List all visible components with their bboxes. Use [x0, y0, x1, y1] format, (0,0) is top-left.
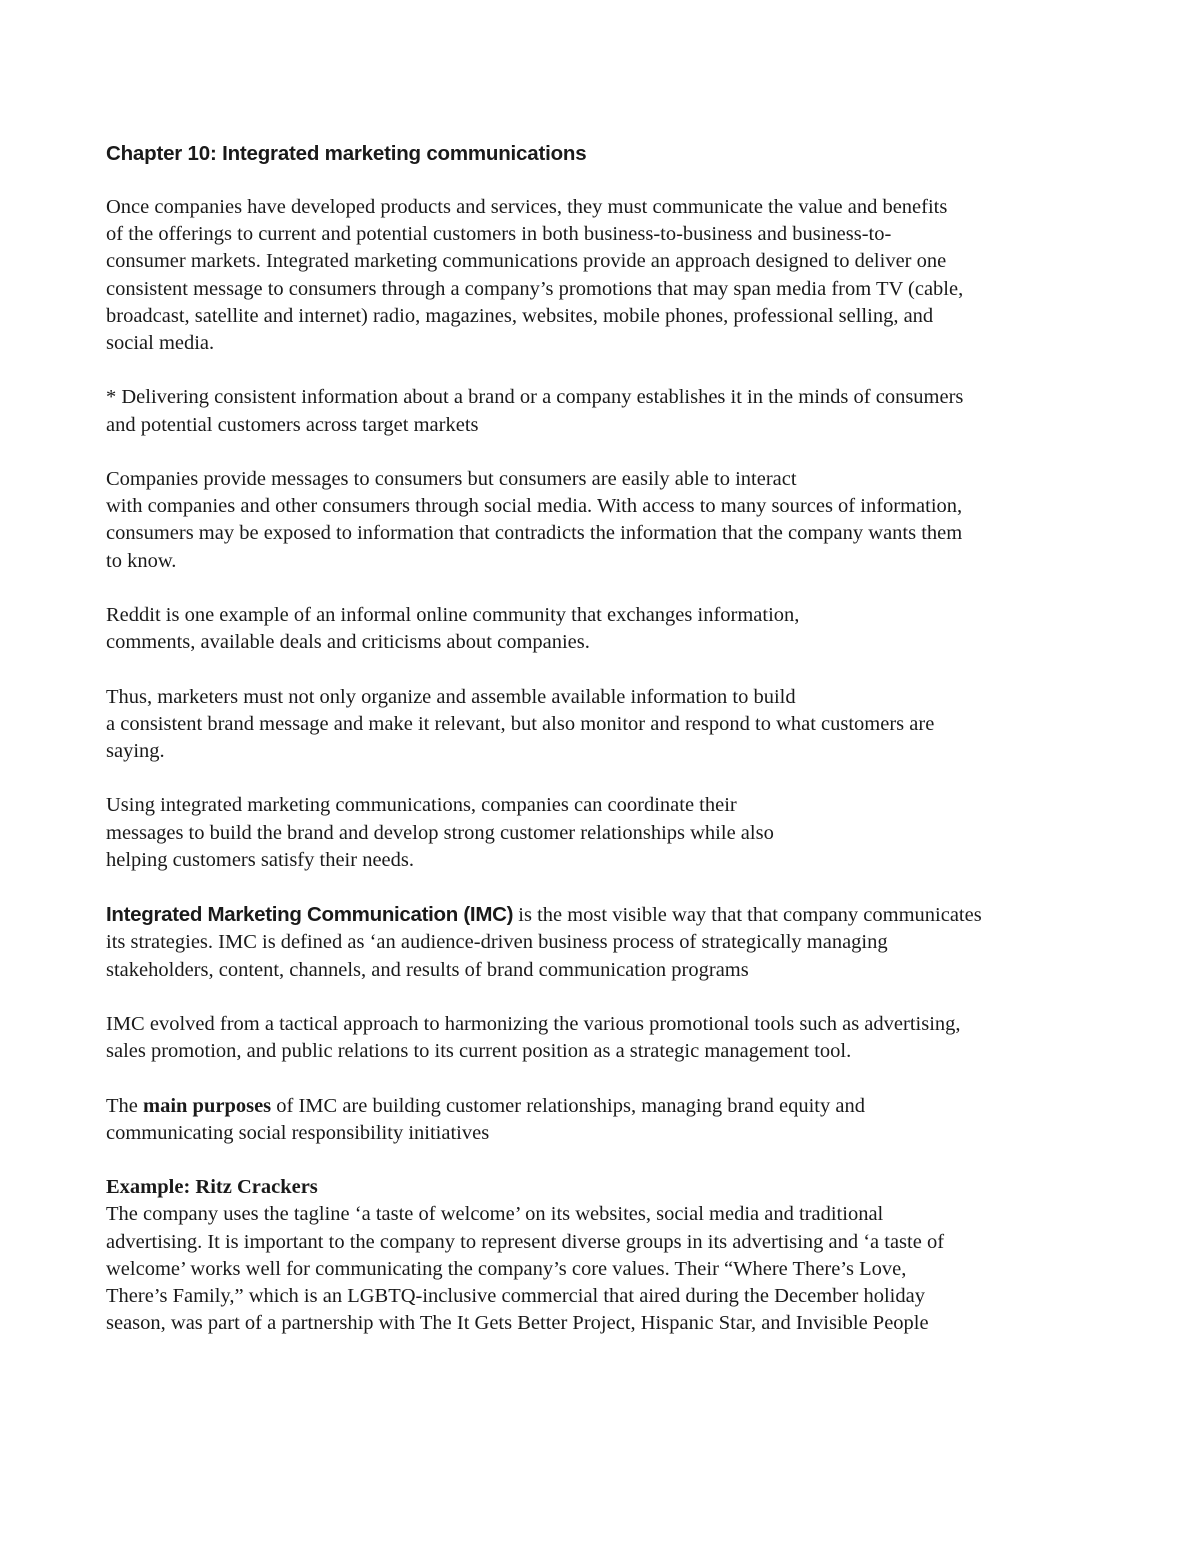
example-subheading: Example: Ritz Crackers [106, 1176, 318, 1199]
text-line: stakeholders, content, channels, and results of brand communication programs [106, 958, 749, 981]
text-run: is the most visible way that that company communicates [513, 904, 982, 927]
paragraph-imc-definition [106, 901, 1096, 984]
document-page [106, 140, 1096, 1337]
text-line: broadcast, satellite and internet) radio, magazines, websites, mobile phones, professional selling, and [106, 304, 934, 327]
text-line: with companies and other consumers through social media. With access to many sources of information, [106, 495, 963, 518]
text-line: Once companies have developed products and services, they must communicate the value and benefits [106, 196, 948, 218]
paragraph-marketers [106, 684, 1096, 766]
paragraph-intro [106, 194, 1096, 357]
text-line: * Delivering consistent information about a brand or a company establishes it in the minds of consumers [106, 386, 964, 409]
text-line: consistent message to consumers through a company’s promotions that may span media from TV (cable, [106, 277, 964, 300]
text-line: to know. [106, 549, 177, 572]
text-line: helping customers satisfy their needs. [106, 848, 415, 871]
text-line: season, was part of a partnership with The It Gets Better Project, Hispanic Star, and Invisible People [106, 1312, 929, 1335]
paragraph-imc-evolution [106, 1011, 1096, 1065]
text-line: a consistent brand message and make it relevant, but also monitor and respond to what customers are [106, 712, 935, 735]
paragraph-reddit [106, 602, 1096, 656]
paragraph-main-purposes [106, 1093, 1096, 1147]
text-line: messages to build the brand and develop strong customer relationships while also [106, 821, 774, 844]
text-line: Thus, marketers must not only organize and assemble available information to build [106, 685, 796, 708]
text-line: saying. [106, 740, 165, 762]
paragraph-consistent-info [106, 384, 1096, 438]
text-line: consumer markets. Integrated marketing communications provide an approach designed to deliver one [106, 250, 947, 273]
text-line [106, 901, 1096, 929]
text-line: advertising. It is important to the company to represent diverse groups in its advertising and ‘a taste of [106, 1230, 945, 1253]
paragraph-social-media [106, 466, 1096, 575]
text-line: comments, available deals and criticisms about companies. [106, 631, 590, 654]
text-line: of the offerings to current and potential customers in both business-to-business and business-to- [106, 223, 892, 246]
text-line: IMC evolved from a tactical approach to harmonizing the various promotional tools such as advertising, [106, 1012, 961, 1035]
text-line: consumers may be exposed to information that contradicts the information that the company wants them [106, 522, 963, 545]
text-line: Using integrated marketing communications, companies can coordinate their [106, 794, 737, 817]
text-line: and potential customers across target markets [106, 413, 479, 436]
text-run: of IMC are building customer relationships, managing brand equity and [271, 1094, 865, 1117]
text-line: The company uses the tagline ‘a taste of welcome’ on its websites, social media and traditional [106, 1203, 884, 1226]
text-line: welcome’ works well for communicating the company’s core values. Their “Where There’s Love, [106, 1257, 907, 1280]
paragraph-coordinate [106, 792, 1096, 874]
chapter-heading: Chapter 10: Integrated marketing communications [106, 142, 587, 165]
text-line: social media. [106, 332, 215, 355]
text-line: its strategies. IMC is defined as ‘an audience-driven business process of strategically managing [106, 931, 888, 954]
paragraph-ritz-example [106, 1174, 1096, 1337]
imc-term: Integrated Marketing Communication (IMC) [106, 903, 514, 927]
text-line: Companies provide messages to consumers but consumers are easily able to interact [106, 468, 797, 490]
text-line [106, 1093, 1096, 1120]
text-line: There’s Family,” which is an LGBTQ-inclusive commercial that aired during the December holiday [106, 1284, 925, 1307]
text-line: sales promotion, and public relations to its current position as a strategic management tool. [106, 1040, 852, 1063]
text-line: Reddit is one example of an informal online community that exchanges information, [106, 604, 800, 626]
text-line: communicating social responsibility initiatives [106, 1121, 490, 1144]
text-run: The [106, 1094, 143, 1117]
main-purposes-term: main purposes [143, 1094, 272, 1117]
